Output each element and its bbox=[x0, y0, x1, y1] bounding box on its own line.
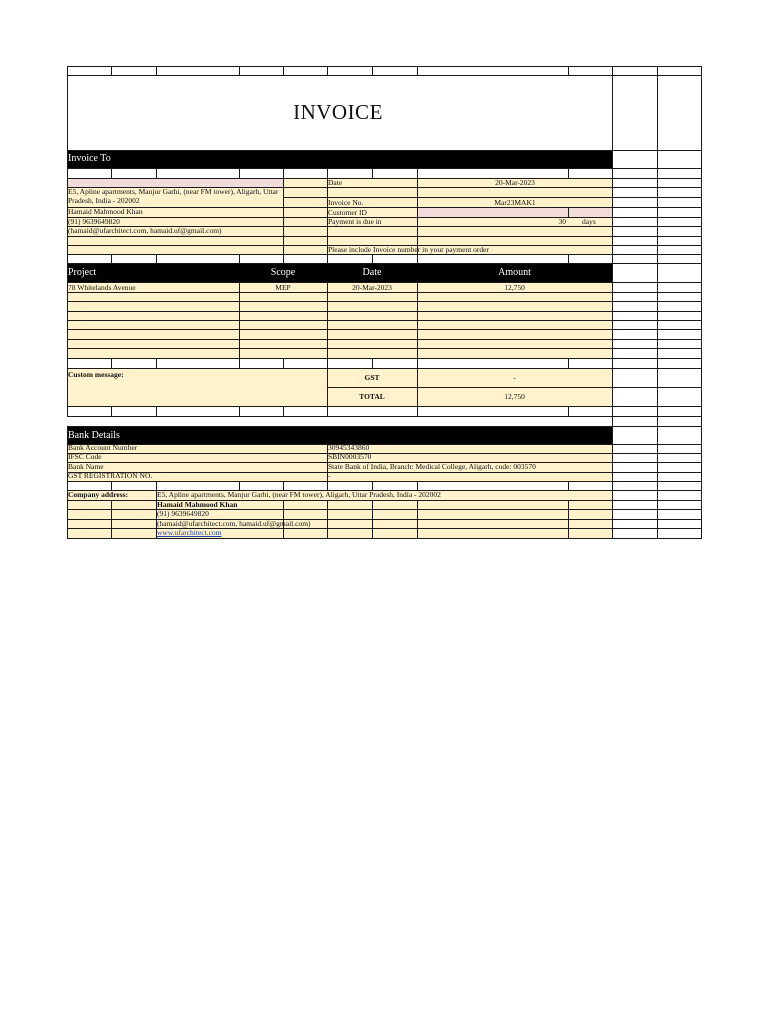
bank-label-gst: GST REGISTRATION NO. bbox=[68, 471, 153, 480]
invoice-to-heading: Invoice To bbox=[68, 153, 111, 164]
grid-cell[interactable] bbox=[327, 406, 418, 417]
col-header-amount: Amount bbox=[498, 267, 531, 278]
grid-cell[interactable] bbox=[327, 528, 373, 539]
grid-cell[interactable] bbox=[612, 426, 658, 445]
bank-label-name: Bank Name bbox=[68, 462, 104, 471]
col-header-project: Project bbox=[68, 267, 97, 278]
invoice-title: INVOICE bbox=[293, 100, 383, 124]
grid-cell[interactable] bbox=[67, 406, 112, 417]
grid-cell[interactable] bbox=[657, 368, 702, 388]
customer-id-label: Customer ID bbox=[328, 208, 367, 217]
bank-label-account: Bank Account Number bbox=[68, 443, 138, 452]
client-name: Hamaid Mahmood Khan bbox=[68, 207, 143, 216]
grid-cell[interactable] bbox=[612, 150, 658, 169]
grid-cell[interactable] bbox=[612, 528, 658, 539]
col-header-date: Date bbox=[362, 267, 382, 278]
grid-cell[interactable] bbox=[657, 387, 702, 407]
company-email: (hamaid@ufarchitect.com, hamaid.uf@gmail.com) bbox=[157, 519, 311, 528]
grid-cell[interactable] bbox=[612, 387, 658, 407]
date-value: 20-Mar-2023 bbox=[495, 178, 535, 187]
grid-cell[interactable] bbox=[568, 406, 613, 417]
grid-cell[interactable] bbox=[657, 263, 702, 283]
grid-cell[interactable] bbox=[283, 406, 328, 417]
grid-cell[interactable] bbox=[372, 528, 418, 539]
company-website-link[interactable]: www.ufarchitect.com bbox=[157, 528, 222, 537]
item-date: 20-Mar-2023 bbox=[352, 283, 392, 292]
total-label: TOTAL bbox=[359, 392, 385, 401]
grid-cell[interactable] bbox=[612, 368, 658, 388]
invoice-no-value: Mar23MAK1 bbox=[494, 198, 536, 207]
col-header-scope: Scope bbox=[270, 267, 296, 278]
grid-cell[interactable] bbox=[612, 263, 658, 283]
grid-cell[interactable] bbox=[239, 406, 284, 417]
bank-label-ifsc: IFSC Code bbox=[68, 452, 102, 461]
days-label: days bbox=[582, 217, 596, 226]
company-name: Hamaid Mahmood Khan bbox=[157, 500, 238, 509]
grid-cell[interactable] bbox=[657, 75, 702, 151]
payment-due-label: Payment is due in bbox=[328, 217, 382, 226]
item-project: 78 Whitelands Avenue bbox=[68, 283, 136, 292]
item-amount: 12,750 bbox=[504, 283, 525, 292]
grid-cell[interactable] bbox=[568, 528, 613, 539]
total-value: 12,750 bbox=[504, 392, 525, 401]
bank-value-gst: - bbox=[328, 471, 331, 480]
grid-cell[interactable] bbox=[657, 528, 702, 539]
gst-value: - bbox=[513, 373, 516, 382]
bank-details-heading: Bank Details bbox=[68, 430, 120, 441]
invoice-no-label: Invoice No. bbox=[328, 198, 364, 207]
grid-cell[interactable] bbox=[156, 406, 240, 417]
client-email: (hamaid@ufarchitect.com, hamaid.uf@gmail.com) bbox=[68, 226, 222, 235]
company-address-label: Company address: bbox=[68, 490, 129, 499]
grid-cell[interactable] bbox=[111, 406, 157, 417]
grid-cell[interactable] bbox=[67, 150, 613, 169]
date-label: Date bbox=[328, 178, 343, 187]
grid-cell[interactable] bbox=[111, 528, 157, 539]
grid-cell[interactable] bbox=[283, 528, 328, 539]
bank-value-account: 30945343860 bbox=[328, 443, 370, 452]
bank-value-name: State Bank of India, Branch: Medical College, Aligarh, code: 003570 bbox=[328, 462, 536, 471]
grid-cell[interactable] bbox=[417, 406, 569, 417]
client-phone: (91) 9639649820 bbox=[68, 217, 120, 226]
payment-due-days: 30 bbox=[558, 217, 566, 226]
company-phone: (91) 9639649820 bbox=[157, 509, 209, 518]
grid-cell[interactable] bbox=[612, 75, 658, 151]
client-address: E5, Apline apartments, Manjur Garhi, (near FM tower), Aligarh, Uttar Pradesh, India - 202002 bbox=[68, 187, 279, 205]
item-scope: MEP bbox=[275, 283, 291, 292]
bank-value-ifsc: SBIN0003570 bbox=[328, 452, 372, 461]
grid-cell[interactable] bbox=[417, 528, 569, 539]
company-address: E5, Apline apartments, Manjur Garhi, (near FM tower), Aligarh, Uttar Pradesh, India - 202002 bbox=[157, 490, 441, 499]
grid-cell[interactable] bbox=[657, 426, 702, 445]
custom-message-label: Custom message: bbox=[68, 370, 124, 379]
grid-cell[interactable] bbox=[657, 150, 702, 169]
grid-cell[interactable] bbox=[67, 528, 112, 539]
payment-note: Please include Invoice number in your payment order bbox=[328, 245, 489, 254]
gst-label: GST bbox=[364, 373, 380, 382]
